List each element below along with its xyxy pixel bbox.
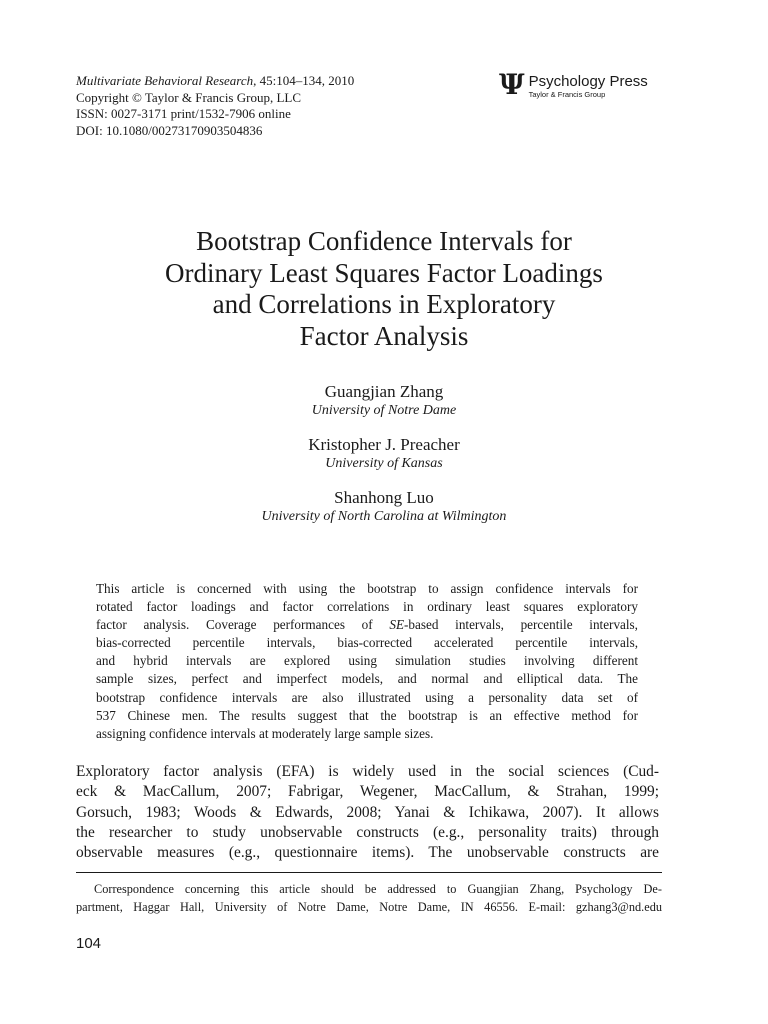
body-paragraph [76, 762, 659, 863]
publisher-group: Taylor & Francis Group [528, 90, 606, 99]
abstract [96, 580, 638, 743]
volume-pages-year: , 45:104–134, 2010 [253, 73, 355, 88]
abstract-line: 537 Chinese men. The results suggest that the bootstrap is an effective method for [96, 707, 638, 723]
body-line: observable measures (e.g., questionnaire items). The unobservable constructs are [76, 844, 659, 862]
doi-line: DOI: 10.1080/00273170903504836 [76, 122, 263, 138]
abstract-line [96, 616, 638, 634]
publisher-logo [499, 68, 648, 101]
body-line: eck & MacCallum, 2007; Fabrigar, Wegener, MacCallum, & Strahan, 1999; [76, 783, 659, 801]
abstract-line: sample sizes, perfect and imperfect models, and normal and elliptical data. The [96, 671, 638, 687]
abstract-line: This article is concerned with using the bootstrap to assign confidence intervals for [96, 581, 638, 596]
copyright-line: Copyright © Taylor & Francis Group, LLC [76, 89, 302, 105]
body-line: the researcher to study unobservable constructs (e.g., personality traits) through [76, 823, 659, 841]
author-affiliation: University of Kansas [325, 456, 443, 471]
footnote-line: partment, Haggar Hall, University of Notre Dame, Notre Dame, IN 46556. E-mail: gzhang3@nd.edu [76, 900, 662, 914]
title-line: Factor Analysis [299, 320, 469, 351]
abstract-text: factor analysis. Coverage performances of [96, 617, 390, 633]
author-name: Shanhong Luo [334, 488, 434, 507]
publisher-wordmark [529, 73, 648, 99]
author-name: Kristopher J. Preacher [308, 435, 460, 454]
author-entry [60, 488, 708, 526]
abstract-line: rotated factor loadings and factor correlations in ordinary least squares exploratory [96, 599, 638, 615]
body-line: Exploratory factor analysis (EFA) is widely used in the social sciences (Cud- [76, 763, 659, 780]
footnote-line: Correspondence concerning this article should be addressed to Guangjian Zhang, Psychology De- [94, 882, 662, 896]
issn-line: ISSN: 0027-3171 print/1532-7906 online [76, 106, 291, 121]
correspondence-footnote [76, 880, 662, 916]
publisher-name: Psychology Press [528, 73, 648, 90]
author-entry [60, 382, 708, 420]
abstract-line: assigning confidence intervals at moderately large sample sizes. [96, 725, 434, 741]
abstract-line: bootstrap confidence intervals are also illustrated using a personality data set of [96, 689, 638, 705]
psi-logo-icon: Ψ [499, 68, 525, 101]
author-list [60, 382, 708, 526]
body-line: Gorsuch, 1983; Woods & Edwards, 2008; Yanai & Ichikawa, 2007). It allows [76, 803, 659, 821]
footnote-divider [76, 872, 662, 873]
title-line: Ordinary Least Squares Factor Loadings [165, 257, 603, 288]
page-number: 104 [76, 935, 102, 952]
se-italic: SE [389, 617, 405, 633]
journal-citation-line [76, 73, 354, 90]
author-name: Guangjian Zhang [324, 382, 444, 401]
article-title [60, 226, 708, 352]
title-line: Bootstrap Confidence Intervals for [196, 226, 572, 256]
author-affiliation: University of Notre Dame [311, 403, 457, 418]
journal-name: Multivariate Behavioral Research [76, 73, 254, 88]
abstract-line: bias-corrected percentile intervals, bias-corrected accelerated percentile intervals, [96, 635, 638, 651]
author-affiliation: University of North Carolina at Wilmington [261, 509, 507, 524]
abstract-text: -based intervals, percentile intervals, [404, 617, 638, 633]
author-entry [60, 435, 708, 473]
title-line: and Correlations in Exploratory [212, 289, 556, 319]
abstract-line: and hybrid intervals are explored using simulation studies involving different [96, 653, 638, 669]
journal-metadata [76, 73, 354, 139]
